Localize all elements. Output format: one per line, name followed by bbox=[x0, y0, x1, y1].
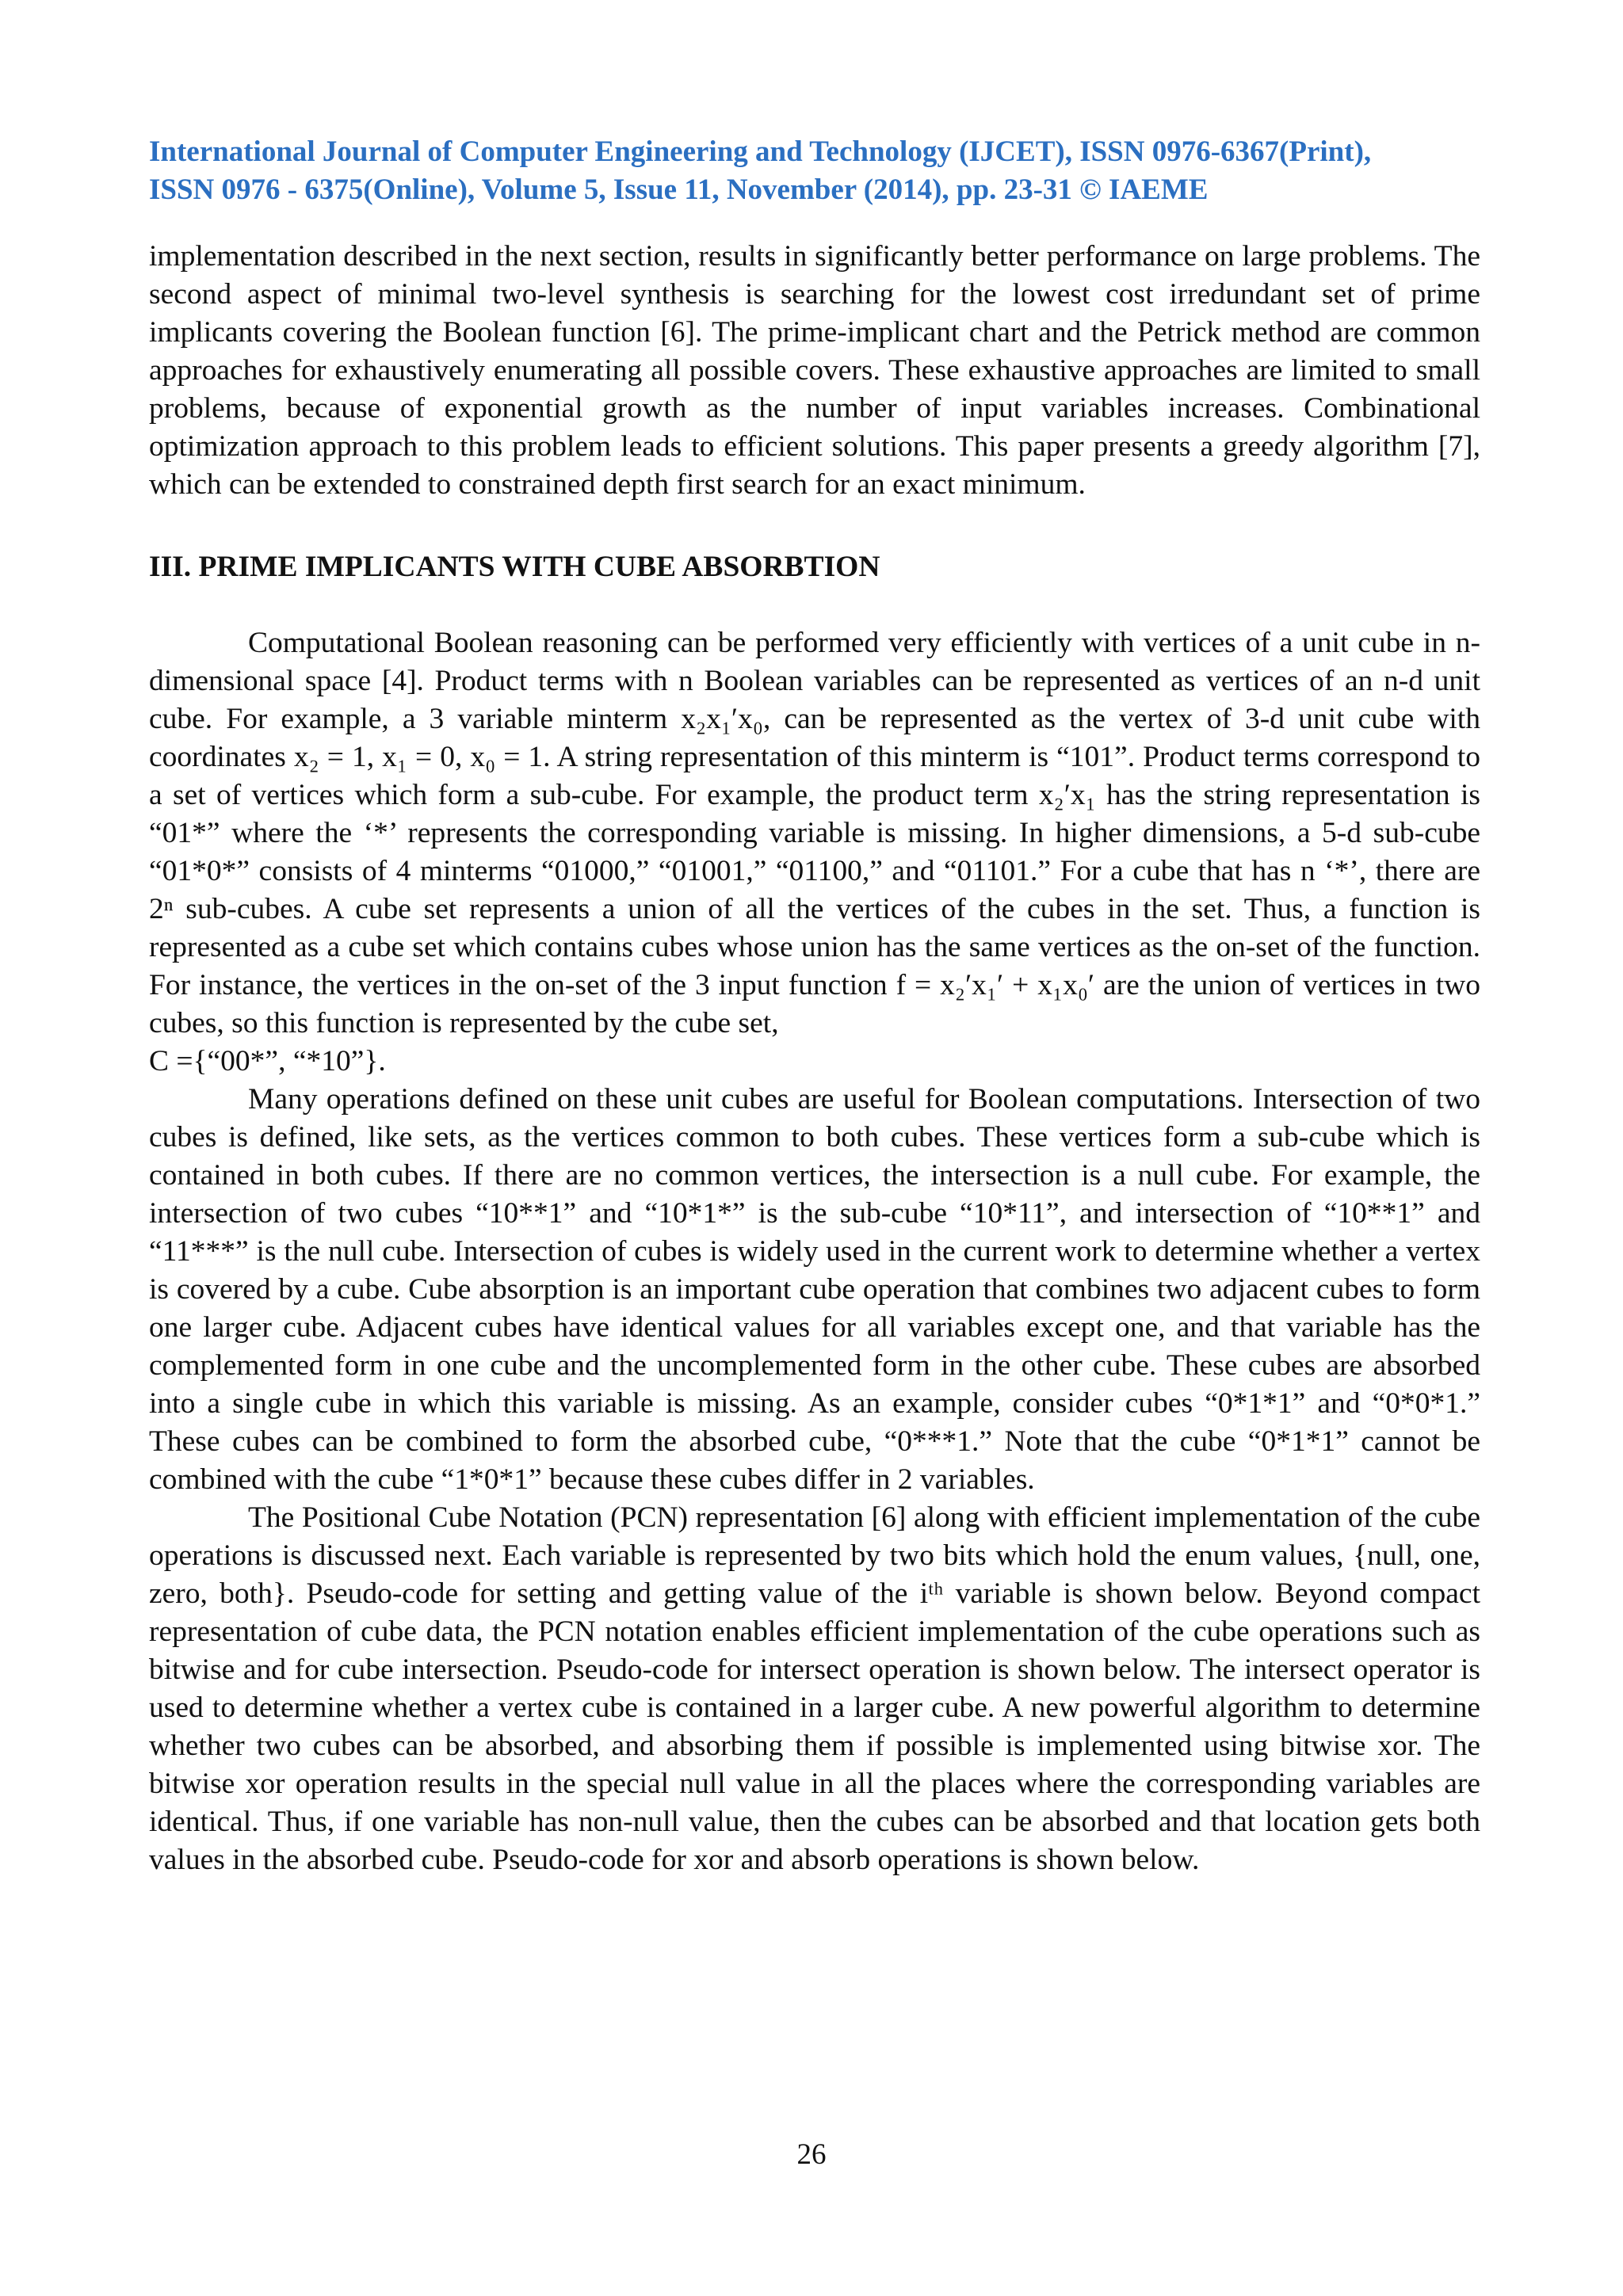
cube-set-line: C ={“00*”, “*10”}. bbox=[149, 1045, 386, 1077]
section-heading: III. PRIME IMPLICANTS WITH CUBE ABSORBTION bbox=[149, 551, 880, 583]
spacer bbox=[149, 586, 1480, 624]
intro-paragraph: implementation described in the next section, results in significantly better performance on large problems. The second aspect of minimal two-level synthesis is searching for the lowest cost irredundant set of prime implicants covering the Boolean function [6]. The prime-implicant chart and the Petrick method are common approaches for exhaustively enumerating all possible covers. These exhaustive approaches are limited to small problems, because of exponential growth as the number of input variables increases. Combinational optimization approach to this problem leads to efficient solutions. This paper presents a greedy algorithm [7], which can be extended to constrained depth first search for an exact minimum. bbox=[149, 240, 1480, 501]
journal-header-line-1: International Journal of Computer Engineering and Technology (IJCET), ISSN 0976-6367(Print), bbox=[149, 135, 1372, 168]
paragraph-cube-representation: Computational Boolean reasoning can be performed very efficiently with vertices of a unit cube in n-dimensional space [4]. Product terms with n Boolean variables can be represented as vertices of an n-d unit cube. For example, a 3 variable minterm x₂x₁′x₀, can be represented as the vertex of 3-d unit cube with coordinates x₂ = 1, x₁ = 0, x₀ = 1. A string representation of this minterm is “101”. Product terms correspond to a set of vertices which form a sub-cube. For example, the product term x₂′x₁ has the string representation is “01*” where the ‘*’ represents the corresponding variable is missing. In higher dimensions, a 5-d sub-cube “01*0*” consists of 4 minterms “01000,” “01001,” “01100,” and “01101.” For a cube that has n ‘*’, there are 2ⁿ sub-cubes. A cube set represents a union of all the vertices of the cubes in the set. Thus, a function is represented as a cube set which contains cubes whose union has the same vertices as the on-set of the function. For instance, the vertices in the on-set of the 3 input function f = x₂′x₁′ + x₁x₀′ are the union of vertices in two cubes, so this function is represented by the cube set, bbox=[149, 627, 1480, 1039]
journal-header-line-2: ISSN 0976 - 6375(Online), Volume 5, Issue 11, November (2014), pp. 23-31 © IAEME bbox=[149, 174, 1209, 206]
paragraph-cube-operations: Many operations defined on these unit cubes are useful for Boolean computations. Intersection of two cubes is defined, like sets, as the vertices common to both cubes. These vertices form a sub-cube which is contained in both cubes. If there are no common vertices, the intersection is a null cube. For example, the intersection of two cubes “10**1” and “10*1*” is the sub-cube “10*11”, and intersection of “10**1” and “11***” is the null cube. Intersection of cubes is widely used in the current work to determine whether a vertex is covered by a cube. Cube absorption is an important cube operation that combines two adjacent cubes to form one larger cube. Adjacent cubes have identical values for all variables except one, and that variable has the complemented form in one cube and the uncomplemented form in the other cube. These cubes are absorbed into a single cube in which this variable is missing. As an example, consider cubes “0*1*1” and “0*0*1.” These cubes can be combined to form the absorbed cube, “0***1.” Note that the cube “0*1*1” cannot be combined with the cube “1*0*1” because these cubes differ in 2 variables. bbox=[149, 1083, 1480, 1496]
spacer bbox=[149, 504, 1480, 548]
article-body bbox=[149, 238, 1480, 1879]
page-number: 26 bbox=[796, 2138, 827, 2171]
paragraph-pcn-representation: The Positional Cube Notation (PCN) representation [6] along with efficient implementation of the cube operations is discussed next. Each variable is represented by two bits which hold the enum values, {null, one, zero, both}. Pseudo-code for setting and getting value of the iᵗʰ variable is shown below. Beyond compact representation of cube data, the PCN notation enables efficient implementation of the cube operations such as bitwise and for cube intersection. Pseudo-code for intersect operation is shown below. The intersect operator is used to determine whether a vertex cube is contained in a larger cube. A new powerful algorithm to determine whether two cubes can be absorbed, and absorbing them if possible is implemented using bitwise xor. The bitwise xor operation results in the special null value in all the places where the corresponding variables are identical. Thus, if one variable has non-null value, then the cubes can be absorbed and that location gets both values in the absorbed cube. Pseudo-code for xor and absorb operations is shown below. bbox=[149, 1501, 1480, 1876]
journal-header bbox=[149, 133, 1480, 209]
